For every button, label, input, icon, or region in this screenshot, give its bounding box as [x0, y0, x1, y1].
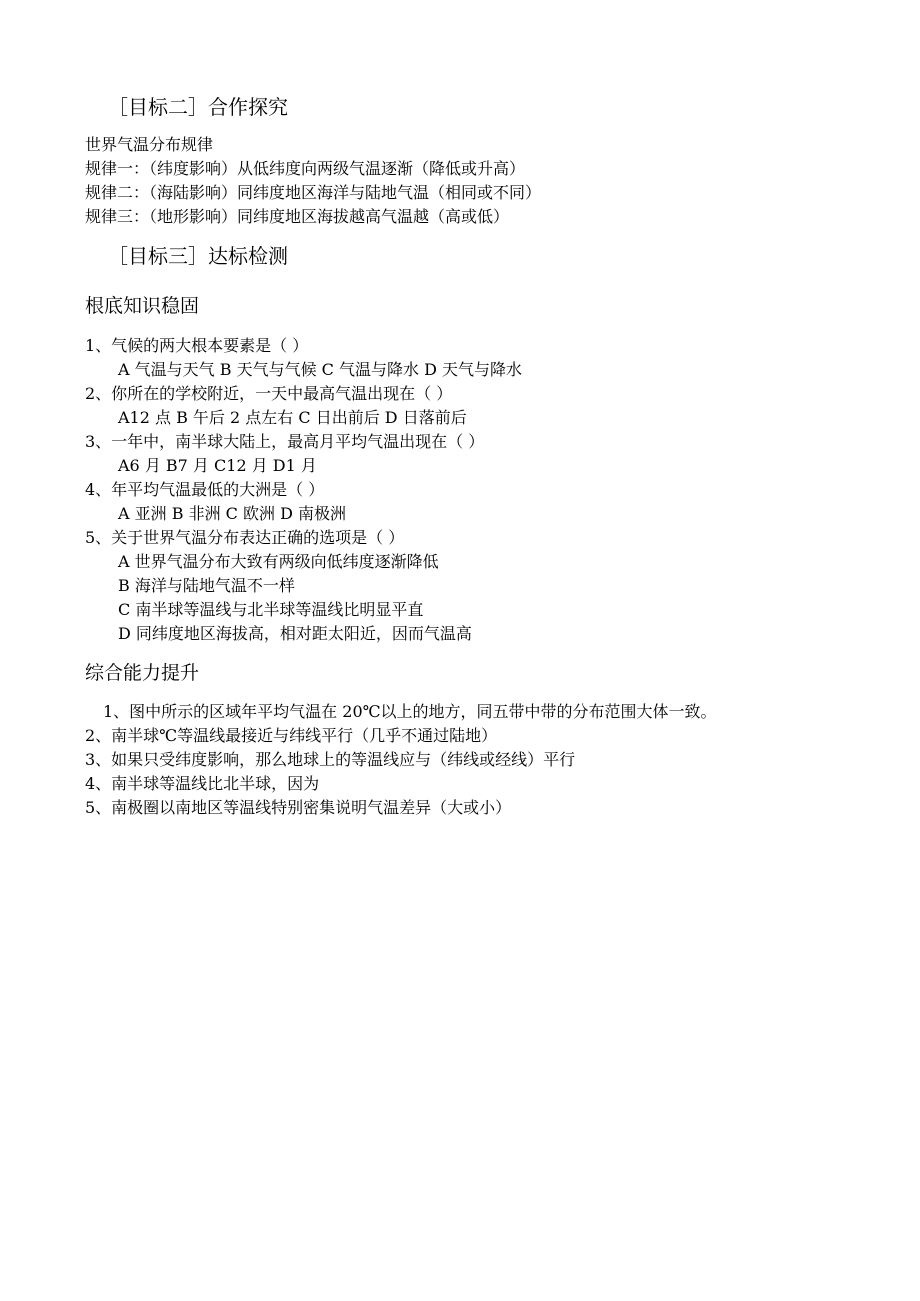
question-5-option-b: B 海洋与陆地气温不一样: [118, 576, 295, 595]
advanced-item-5: 5、南极圈以南地区等温线特别密集说明气温差异（大或小）: [85, 798, 512, 817]
question-5-stem: 5、关于世界气温分布表达正确的选项是（ ）: [85, 528, 405, 547]
subtitle-temperature-distribution: 世界气温分布规律: [85, 135, 214, 154]
question-2-stem: 2、你所在的学校附近，一天中最高气温出现在（ ）: [85, 384, 453, 403]
question-3-stem: 3、一年中，南半球大陆上，最高月平均气温出现在（ ）: [85, 432, 485, 451]
advanced-item-4: 4、南半球等温线比北半球，因为: [85, 774, 320, 793]
question-1-options: A 气温与天气 B 天气与气候 C 气温与降水 D 天气与降水: [118, 360, 522, 379]
question-5-option-c: C 南半球等温线与北半球等温线比明显平直: [118, 600, 424, 619]
question-4-options: A 亚洲 B 非洲 C 欧洲 D 南极洲: [118, 504, 346, 523]
goal-three-heading: ［目标三］达标检测: [108, 244, 288, 268]
question-4-stem: 4、年平均气温最低的大洲是（ ）: [85, 480, 325, 499]
goal-two-heading: ［目标二］合作探究: [108, 95, 288, 119]
question-2-options: A12 点 B 午后 2 点左右 C 日出前后 D 日落前后: [118, 408, 467, 427]
basic-knowledge-heading: 根底知识稳固: [85, 295, 200, 317]
question-5-option-a: A 世界气温分布大致有两级向低纬度逐渐降低: [118, 552, 439, 571]
rule-three: 规律三：（地形影响）同纬度地区海拔越高气温越（高或低）: [85, 207, 510, 226]
advanced-ability-heading: 综合能力提升: [85, 662, 200, 684]
advanced-item-1: 1、图中所示的区域年平均气温在 20℃以上的地方，同五带中带的分布范围大体一致。: [103, 702, 717, 721]
advanced-item-2: 2、南半球℃等温线最接近与纬线平行（几乎不通过陆地）: [85, 726, 498, 745]
rule-two: 规律二：（海陆影响）同纬度地区海洋与陆地气温（相同或不同）: [85, 183, 542, 202]
question-5-option-d: D 同纬度地区海拔高，相对距太阳近，因而气温高: [118, 624, 472, 643]
rule-one: 规律一：（纬度影响）从低纬度向两级气温逐渐（降低或升高）: [85, 159, 526, 178]
question-1-stem: 1、气候的两大根本要素是（ ）: [85, 336, 309, 355]
question-3-options: A6 月 B7 月 C12 月 D1 月: [118, 456, 317, 475]
advanced-item-3: 3、如果只受纬度影响，那么地球上的等温线应与（纬线或经线）平行: [85, 750, 576, 769]
